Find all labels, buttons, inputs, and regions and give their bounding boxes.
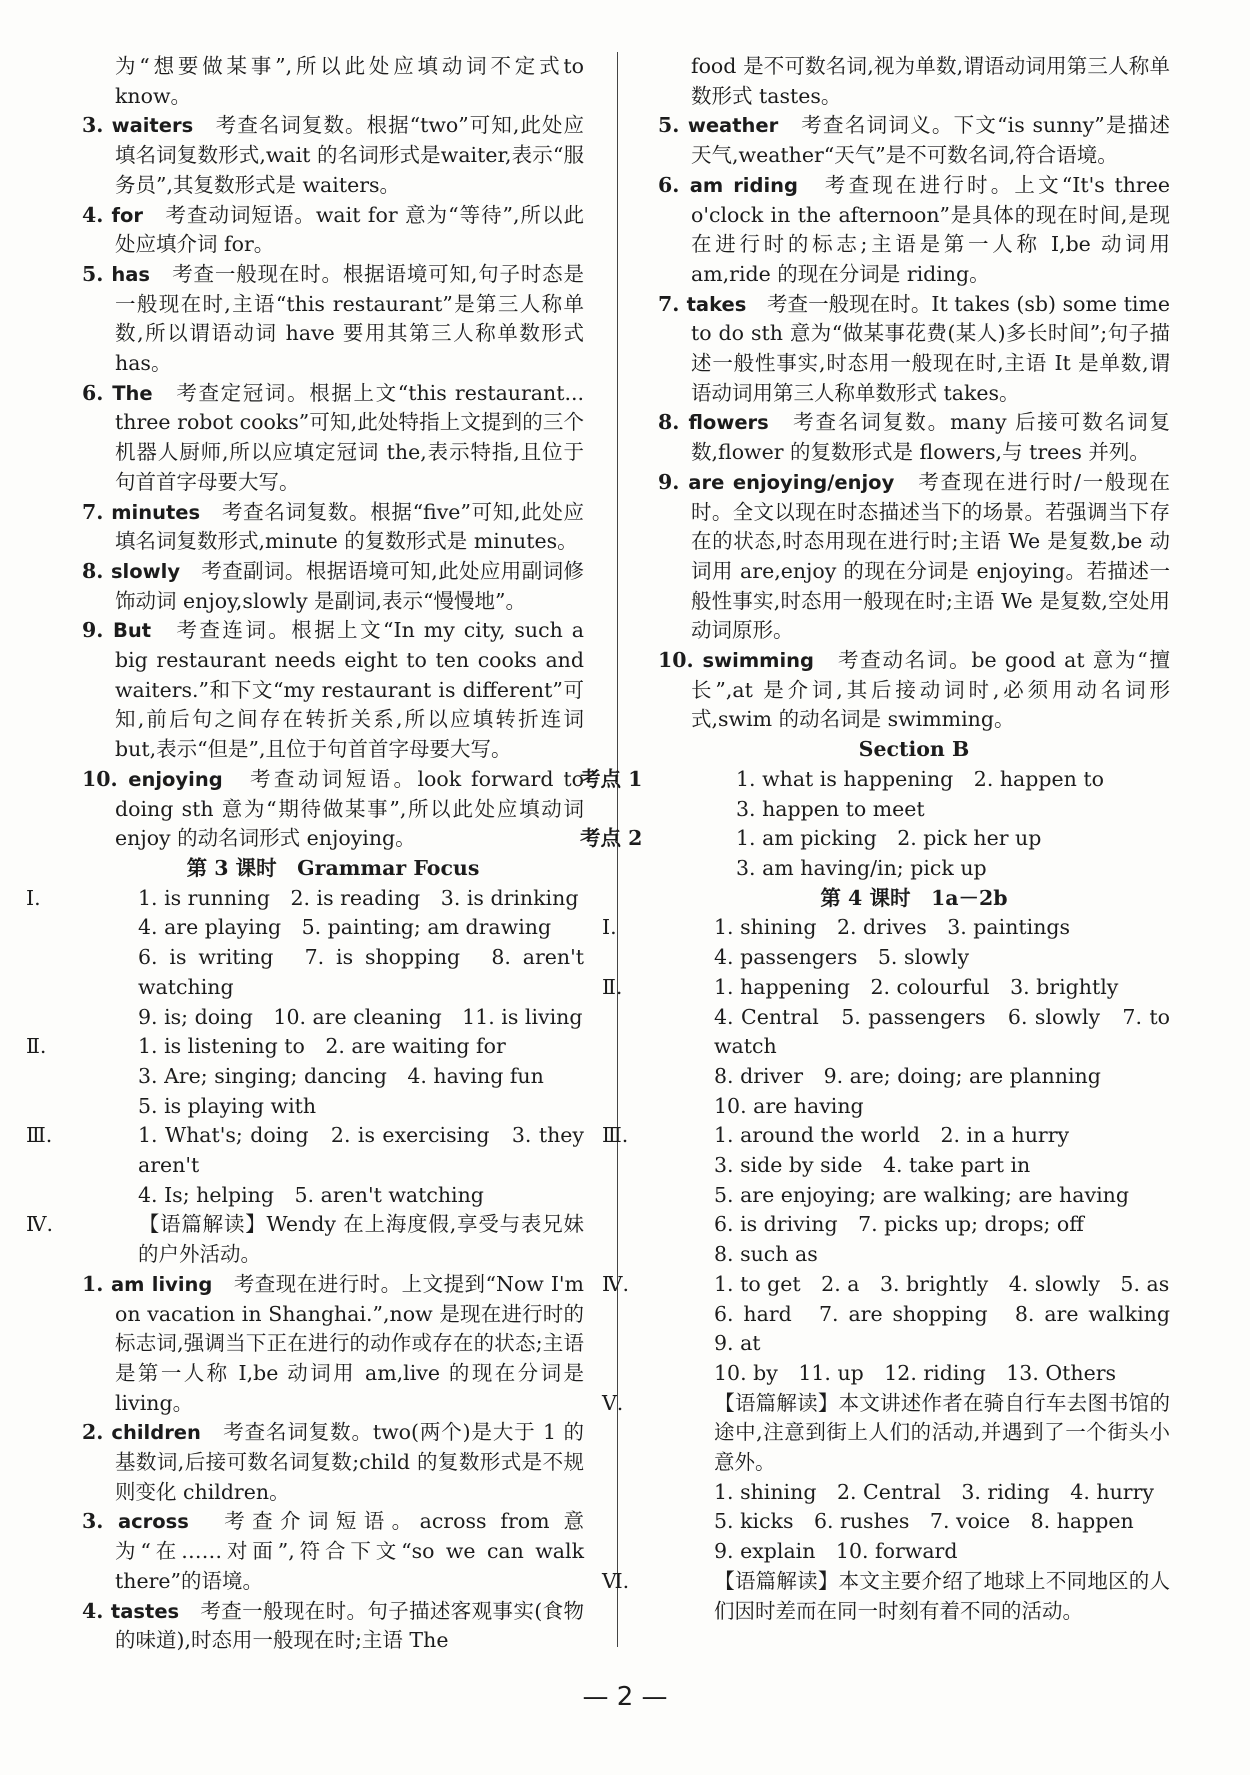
exercise-answers: 4. passengers 5. slowly — [714, 945, 970, 970]
exercise-answers: 4. are playing 5. painting; am drawing — [138, 915, 552, 940]
answer-word: flowers — [688, 411, 769, 435]
answer-item — [658, 646, 1170, 735]
item-number: 5. — [658, 113, 688, 138]
explanation: 考查介词短语。across from 意为“在……对面”,符合下文“so we can walk there”的语境。 — [115, 1509, 584, 1593]
answer-item — [82, 1507, 584, 1596]
item-number: 6. — [658, 172, 690, 197]
explanation: 考查名词词义。下文“is sunny”是描述天气,weather“天气”是不可数名词,符合语境。 — [691, 113, 1171, 168]
item-number: 10. — [658, 648, 703, 673]
section-heading: 第 4 课时 1a－2b — [820, 885, 1008, 910]
answer-item — [82, 201, 584, 260]
exercise-group — [602, 1121, 1170, 1151]
roman-numeral: Ⅰ. — [602, 915, 617, 940]
explanation: 考查定冠词。根据上文“this restaurant... three robot cooks”可知,此处特指上文提到的三个机器人厨师,所以应填定冠词 the,表示特指,且位于句首首字母要大写。 — [115, 380, 585, 494]
exercise-answers: 【语篇解读】本文主要介绍了地球上不同地区的人们因时差而在同一时刻有着不同的活动。 — [714, 1568, 1170, 1623]
exercise-answers: 1. What's; doing 2. is exercising 3. they aren't — [138, 1123, 584, 1178]
exercise-answers: 10. are having — [714, 1093, 864, 1118]
exercise-answers: 1. shining 2. Central 3. riding 4. hurry — [714, 1479, 1154, 1504]
answer-word: swimming — [702, 649, 815, 673]
roman-numeral: Ⅰ. — [26, 885, 41, 910]
left-column — [26, 52, 585, 1656]
explanation: 考查动名词。be good at 意为“擅长”,at 是介词,其后接动词时,必须用动名词形式,swim 的动名词是 swimming。 — [691, 648, 1170, 732]
answer-item — [82, 1418, 584, 1507]
exercise-answers: 1. is listening to 2. are waiting for — [138, 1034, 506, 1059]
roman-numeral: Ⅳ. — [602, 1271, 629, 1296]
roman-numeral: Ⅵ. — [602, 1568, 630, 1593]
exercise-answers: 1. is running 2. is reading 3. is drinking — [138, 885, 579, 910]
item-number: 8. — [658, 410, 689, 435]
section-heading: Section B — [858, 737, 970, 762]
item-number: 4. — [82, 202, 112, 227]
item-number: 3. — [82, 113, 112, 138]
key-point — [580, 824, 1170, 854]
answer-item — [658, 290, 1170, 409]
exercise-group — [602, 1389, 1170, 1478]
explanation: 考查一般现在时。根据语境可知,句子时态是一般现在时,主语“this restaurant”是第三人称单数,所以谓语动词 have 要用其第三人称单数形式 has。 — [115, 261, 585, 376]
item-number: 7. — [82, 499, 112, 524]
key-point-answers: 3. happen to meet — [736, 796, 925, 821]
exercise-answers: 1. around the world 2. in a hurry — [714, 1123, 1070, 1148]
key-point-label: 考点 2 — [580, 826, 643, 851]
exercise-answers: 4. Is; helping 5. aren't watching — [138, 1182, 484, 1207]
continuation-text: food 是不可数名词,视为单数,谓语动词用第三人称单数形式 tastes。 — [691, 54, 1170, 108]
answer-word: tastes — [110, 1599, 180, 1623]
exercise-answers: 9. explain 10. forward — [714, 1539, 958, 1564]
explanation: 考查现在进行时/一般现在时。全文以现在时态描述当下的场景。若强调当下存在的状态,时态用现在进行时;主语 We 是复数,be 动词用 are,enjoy 的现在分词是 enjoying。若描述一般性事实,时态用一般现在时;主语 We 是复数,空处用动词原形。 — [691, 469, 1171, 643]
answer-item — [82, 765, 584, 854]
answer-word: children — [111, 1421, 201, 1445]
exercise-answers: 1. to get 2. a 3. brightly 4. slowly 5. as — [714, 1271, 1170, 1296]
answer-word: minutes — [111, 500, 201, 524]
explanation: 考查一般现在时。It takes (sb) some time to do sth 意为“做某事花费(某人)多长时间”;句子描述一般性事实,时态用一般现在时,主语 It 是单数,谓语动词用第三人称单数形式 takes。 — [691, 291, 1170, 405]
explanation: 考查动词短语。look forward to doing sth 意为“期待做某事”,所以此处应填动词 enjoy 的动名词形式 enjoying。 — [115, 766, 584, 851]
exercise-answers: 3. Are; singing; dancing 4. having fun — [138, 1063, 544, 1088]
exercise-answers: 5. is playing with — [138, 1093, 317, 1118]
answer-word: for — [111, 203, 144, 227]
roman-numeral: Ⅱ. — [26, 1034, 47, 1059]
exercise-answers: 1. shining 2. drives 3. paintings — [714, 915, 1071, 940]
answer-word: The — [112, 381, 153, 405]
exercise-answers: 【语篇解读】本文讲述作者在骑自行车去图书馆的途中,注意到街上人们的活动,并遇到了一个街头小意外。 — [714, 1390, 1170, 1475]
key-point — [580, 765, 1170, 795]
exercise-group — [602, 1567, 1170, 1626]
answer-item — [658, 408, 1170, 467]
item-number: 1. — [82, 1271, 112, 1296]
answer-item — [82, 379, 584, 498]
exercise-answers: 6. is driving 7. picks up; drops; off — [714, 1212, 1084, 1237]
exercise-answers: 1. happening 2. colourful 3. brightly — [714, 974, 1119, 999]
exercise-answers: 6. hard 7. are shopping 8. are walking 9. at — [714, 1301, 1191, 1356]
answer-item — [82, 1597, 584, 1656]
item-number: 7. — [658, 291, 687, 316]
answer-item — [82, 616, 584, 765]
continuation-text: 为“想要做某事”,所以此处应填动词不定式to know。 — [115, 54, 584, 108]
answer-item — [658, 468, 1170, 646]
answer-item — [82, 260, 584, 379]
answer-word: slowly — [110, 559, 181, 583]
exercise-group — [26, 884, 584, 914]
exercise-group — [26, 1121, 584, 1180]
exercise-answers: 9. is; doing 10. are cleaning 11. is living — [138, 1004, 583, 1029]
exercise-group — [602, 1270, 1170, 1300]
section-heading: 第 3 课时 Grammar Focus — [186, 855, 480, 880]
answer-word: weather — [687, 114, 779, 138]
item-number: 10. — [82, 766, 129, 791]
roman-numeral: Ⅲ. — [602, 1123, 629, 1148]
key-point-label: 考点 1 — [580, 766, 643, 791]
explanation: 考查一般现在时。句子描述客观事实(食物的味道),时态用一般现在时;主语 The — [115, 1598, 584, 1653]
exercise-answers: 3. side by side 4. take part in — [714, 1153, 1031, 1178]
explanation: 考查连词。根据上文“In my city, such a big restaurant needs eight to ten cooks and waiters.”和下文“my restaurant is different”可知,前后句之间存在转折关系,所以应填转折连词 but,表示“但是”,且位于句首首字母要大写。 — [115, 618, 584, 762]
answer-item — [82, 557, 584, 616]
item-number: 9. — [82, 618, 113, 643]
item-number: 5. — [82, 261, 112, 286]
explanation: 考查名词复数。根据“two”可知,此处应填名词复数形式,wait 的名词形式是waiter,表示“服务员”,其复数形式是 waiters。 — [115, 113, 584, 197]
item-number: 6. — [82, 380, 113, 405]
exercise-answers: 10. by 11. up 12. riding 13. Others — [714, 1360, 1117, 1385]
exercise-answers: 8. driver 9. are; doing; are planning — [714, 1063, 1101, 1088]
explanation: 考查动词短语。wait for 意为“等待”,所以此处应填介词 for。 — [115, 202, 584, 257]
page-number: — 2 — — [582, 1682, 668, 1712]
answer-item — [82, 1270, 584, 1419]
answer-word: enjoying — [128, 767, 223, 791]
answer-word: across — [117, 1510, 189, 1534]
right-column — [580, 52, 1191, 1626]
exercise-group — [26, 1032, 584, 1062]
roman-numeral: Ⅲ. — [26, 1123, 53, 1148]
answer-item — [82, 111, 584, 200]
key-point-answers: 3. am having/in; pick up — [736, 855, 987, 880]
answer-word: has — [111, 262, 151, 286]
exercise-answers: 5. kicks 6. rushes 7. voice 8. happen — [714, 1509, 1134, 1534]
answer-word: takes — [686, 292, 747, 316]
item-number: 3. — [82, 1509, 118, 1534]
exercise-answers: 8. such as — [714, 1242, 818, 1267]
explanation: 考查现在进行时。上文提到“Now I'm on vacation in Shanghai.”,now 是现在进行时的标志词,强调当下正在进行的动作或存在的状态;主语是第一人称 I,be 动词用 am,live 的现在分词是 living。 — [115, 1271, 585, 1415]
key-point-answers: 1. am picking 2. pick her up — [736, 826, 1042, 851]
item-number: 9. — [658, 469, 689, 494]
answer-word: am living — [111, 1272, 213, 1296]
exercise-group — [602, 973, 1170, 1003]
answer-item — [658, 171, 1170, 290]
roman-numeral: Ⅴ. — [602, 1390, 624, 1415]
answer-word: waiters — [111, 114, 194, 138]
roman-numeral: Ⅱ. — [602, 974, 623, 999]
exercise-group — [26, 1210, 584, 1269]
exercise-group — [602, 913, 1170, 943]
answer-word: are enjoying/enjoy — [688, 470, 895, 494]
exercise-answers: 【语篇解读】Wendy 在上海度假,享受与表兄妹的户外活动。 — [138, 1212, 584, 1267]
explanation: 考查名词复数。根据“five”可知,此处应填名词复数形式,minute 的复数形式是 minutes。 — [115, 499, 584, 554]
key-point-answers: 1. what is happening 2. happen to — [736, 766, 1104, 791]
answer-word: am riding — [689, 173, 798, 197]
exercise-answers: 4. Central 5. passengers 6. slowly 7. to watch — [714, 1004, 1170, 1059]
explanation: 考查名词复数。many 后接可数名词复数,flower 的复数形式是 flowers,与 trees 并列。 — [691, 410, 1170, 465]
answer-item — [658, 111, 1170, 170]
item-number: 4. — [82, 1598, 111, 1623]
exercise-answers: 6. is writing 7. is shopping 8. aren't watching — [138, 945, 584, 999]
item-number: 2. — [82, 1420, 112, 1445]
explanation: 考查名词复数。two(两个)是大于 1 的基数词,后接可数名词复数;child 的复数形式是不规则变化 children。 — [115, 1420, 584, 1504]
exercise-answers: 5. are enjoying; are walking; are having — [714, 1182, 1129, 1207]
answer-item — [82, 498, 584, 557]
item-number: 8. — [82, 558, 111, 583]
explanation: 考查副词。根据语境可知,此处应用副词修饰动词 enjoy,slowly 是副词,表示“慢慢地”。 — [115, 558, 584, 613]
answer-word: But — [113, 619, 152, 643]
roman-numeral: Ⅳ. — [26, 1212, 53, 1237]
explanation: 考查现在进行时。上文“It's three o'clock in the afternoon”是具体的现在时间,是现在进行时的标志;主语是第一人称 I,be 动词用 am,ride 的现在分词是 riding。 — [691, 172, 1170, 286]
